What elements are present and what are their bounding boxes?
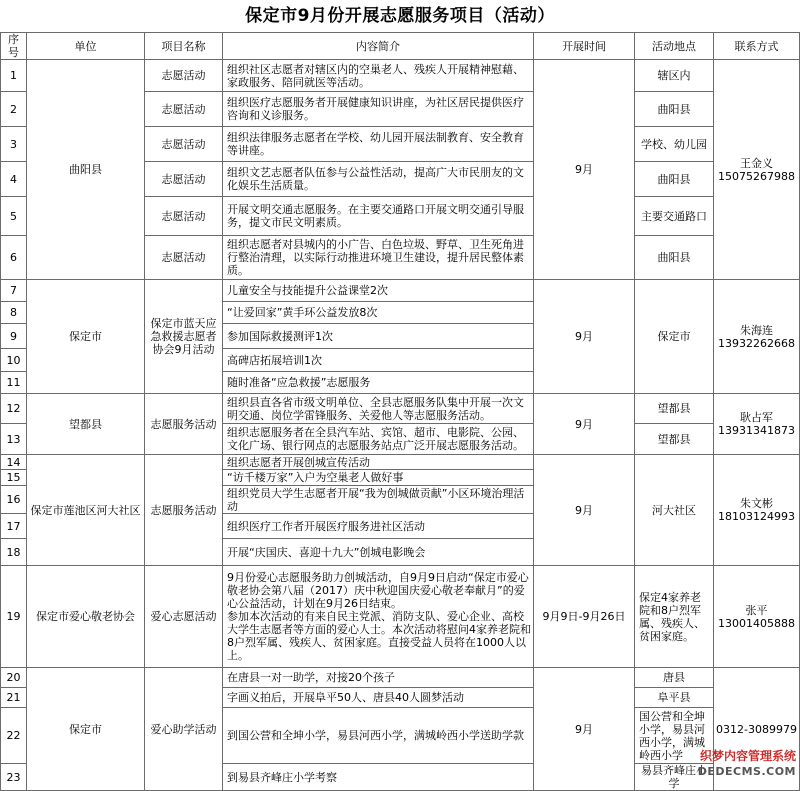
description-cell: “访千楼万家”入户为空巢老人做好事 [223,470,534,486]
row-number: 8 [1,302,27,324]
unit-cell: 保定市莲池区河大社区 [27,455,145,566]
table-row [1,394,800,424]
place-cell: 曲阳县 [635,92,714,127]
table-row [1,455,800,470]
time-cell: 9月 [534,668,635,791]
table-row [1,566,800,668]
project-cell: 志愿活动 [145,127,223,162]
contact-phone: 13931341873 [718,424,795,437]
unit-cell: 望都县 [27,394,145,455]
description-cell: 参加国际救援测评1次 [223,324,534,349]
place-cell: 望都县 [635,424,714,455]
row-number: 22 [1,708,27,764]
row-number: 11 [1,372,27,394]
row-number: 12 [1,394,27,424]
row-number: 15 [1,470,27,486]
description-cell: 组织社区志愿者对辖区内的空巢老人、残疾人开展精神慰藉、家政服务、陪同就医等活动。 [223,60,534,92]
description-cell: “让爱回家”黄手环公益发放8次 [223,302,534,324]
table-row [1,280,800,302]
watermark-line-2: DEDECMS.COM [697,765,796,778]
header-row [1,33,800,60]
header-unit: 单位 [27,33,145,60]
description-cell: 在唐县一对一助学，对接20个孩子 [223,668,534,688]
contact-phone: 15075267988 [718,169,795,183]
row-number: 10 [1,349,27,372]
row-number: 19 [1,566,27,668]
row-number: 14 [1,455,27,470]
header-description: 内容简介 [223,33,534,60]
description-cell: 组织法律服务志愿者在学校、幼儿园开展法制教育、安全教育等讲座。 [223,127,534,162]
contact-name: 张平 [745,603,768,617]
table-row [1,60,800,92]
unit-cell: 保定市 [27,280,145,394]
contact-cell [714,60,800,280]
contact-cell [714,394,800,455]
volunteer-projects-table [0,32,800,791]
row-number: 2 [1,92,27,127]
project-cell: 爱心志愿活动 [145,566,223,668]
watermark-logo [678,749,796,779]
place-cell: 望都县 [635,394,714,424]
row-number: 9 [1,324,27,349]
row-number: 21 [1,688,27,708]
description-cell: 9月份爱心志愿服务助力创城活动，自9月9日启动“保定市爱心敬老协会第八届（2017）庆中秋迎国庆爱心敬老奉献月”的爱心公益活动，计划在9月26日结束。 参加本次活动的有来自民主党派、消防支队、爱心企业、高校大学生志愿者等方面的爱心人士。本次活动将慰问4家养老院和8户烈军属、残疾人、贫困家庭。直接受益人员将在1000人以上。 [223,566,534,668]
row-number: 17 [1,514,27,539]
time-cell: 9月 [534,60,635,280]
place-cell: 保定4家养老院和8户烈军属、残疾人、贫困家庭。 [635,566,714,668]
contact-cell [714,280,800,394]
row-number: 4 [1,162,27,197]
description-cell: 随时准备“应急救援”志愿服务 [223,372,534,394]
project-cell: 志愿服务活动 [145,394,223,455]
description-cell: 开展“庆国庆、喜迎十九大”创城电影晚会 [223,539,534,566]
description-cell: 开展文明交通志愿服务。在主要交通路口开展文明交通引导服务，提文市民文明素质。 [223,197,534,236]
project-cell: 爱心助学活动 [145,668,223,791]
contact-name: 耿占军 [740,411,773,424]
contact-phone: 13001405888 [718,616,795,630]
project-cell: 志愿活动 [145,60,223,92]
page-title: 保定市9月份开展志愿服务项目（活动） [245,6,555,26]
header-time: 开展时间 [534,33,635,60]
row-number: 7 [1,280,27,302]
table-row [1,668,800,688]
place-cell: 学校、幼儿园 [635,127,714,162]
row-number: 16 [1,486,27,514]
row-number: 3 [1,127,27,162]
place-cell: 曲阳县 [635,162,714,197]
place-cell: 唐县 [635,668,714,688]
project-cell: 志愿活动 [145,236,223,280]
time-cell: 9月9日-9月26日 [534,566,635,668]
place-cell: 易县齐峰庄小学 [635,764,714,791]
project-cell: 志愿活动 [145,197,223,236]
unit-cell: 保定市爱心敬老协会 [27,566,145,668]
description-cell: 字画义拍后，开展阜平50人、唐县40人圆梦活动 [223,688,534,708]
row-number: 6 [1,236,27,280]
description-cell: 到易县齐峰庄小学考察 [223,764,534,791]
description-cell: 组织志愿服务者在全县汽车站、宾馆、超市、电影院、公园、文化广场、银行网点的志愿服务站点广泛开展志愿服务活动。 [223,424,534,455]
place-cell: 保定市 [635,280,714,394]
project-cell: 志愿服务活动 [145,455,223,566]
description-cell: 组织志愿者开展创城宣传活动 [223,455,534,470]
place-cell: 国公营和全坤小学，易县河西小学，满城岭西小学 [635,708,714,764]
contact-cell [714,566,800,668]
project-cell: 志愿活动 [145,162,223,197]
description-cell: 组织党员大学生志愿者开展“我为创城做贡献”小区环境治理活动 [223,486,534,514]
contact-phone: 18103124993 [718,510,795,523]
description-cell: 组织志愿者对县城内的小广告、白色垃圾、野草、卫生死角进行整治清理，以实际行动推进环境卫生建设，提升居民整体素质。 [223,236,534,280]
description-cell: 组织医疗志愿服务者开展健康知识讲座，为社区居民提供医疗咨询和义诊服务。 [223,92,534,127]
time-cell: 9月 [534,455,635,566]
contact-phone: 13932262668 [718,336,795,350]
row-number: 5 [1,197,27,236]
description-cell: 组织医疗工作者开展医疗服务进社区活动 [223,514,534,539]
place-cell: 辖区内 [635,60,714,92]
description-cell: 组织县直各省市级文明单位、全县志愿服务队集中开展一次文明交通、岗位学雷锋服务、关爱他人等志愿服务活动。 [223,394,534,424]
row-number: 20 [1,668,27,688]
contact-cell [714,455,800,566]
place-cell: 阜平县 [635,688,714,708]
row-number: 23 [1,764,27,791]
description-cell: 儿童安全与技能提升公益课堂2次 [223,280,534,302]
row-number: 13 [1,424,27,455]
row-number: 18 [1,539,27,566]
contact-name: 王金义 [740,156,773,170]
time-cell: 9月 [534,280,635,394]
description-cell: 组织文艺志愿者队伍参与公益性活动，提高广大市民朋友的文化娱乐生活质量。 [223,162,534,197]
watermark-line-1: 织梦内容管理系统 [699,749,796,763]
place-cell: 河大社区 [635,455,714,566]
row-number: 1 [1,60,27,92]
contact-name: 朱文彬 [740,497,773,510]
description-cell: 高碑店拓展培训1次 [223,349,534,372]
place-cell: 主要交通路口 [635,197,714,236]
project-cell: 保定市蓝天应急救援志愿者协会9月活动 [145,280,223,394]
place-cell: 曲阳县 [635,236,714,280]
unit-cell: 保定市 [27,668,145,791]
time-cell: 9月 [534,394,635,455]
contact-phone: 0312-3089979 [716,722,797,736]
project-cell: 志愿活动 [145,92,223,127]
header-no: 序号 [1,33,27,60]
description-cell: 到国公营和全坤小学，易县河西小学，满城岭西小学送助学款 [223,708,534,764]
header-contact: 联系方式 [714,33,800,60]
unit-cell: 曲阳县 [27,60,145,280]
header-project: 项目名称 [145,33,223,60]
header-place: 活动地点 [635,33,714,60]
contact-name: 朱海连 [740,323,773,337]
